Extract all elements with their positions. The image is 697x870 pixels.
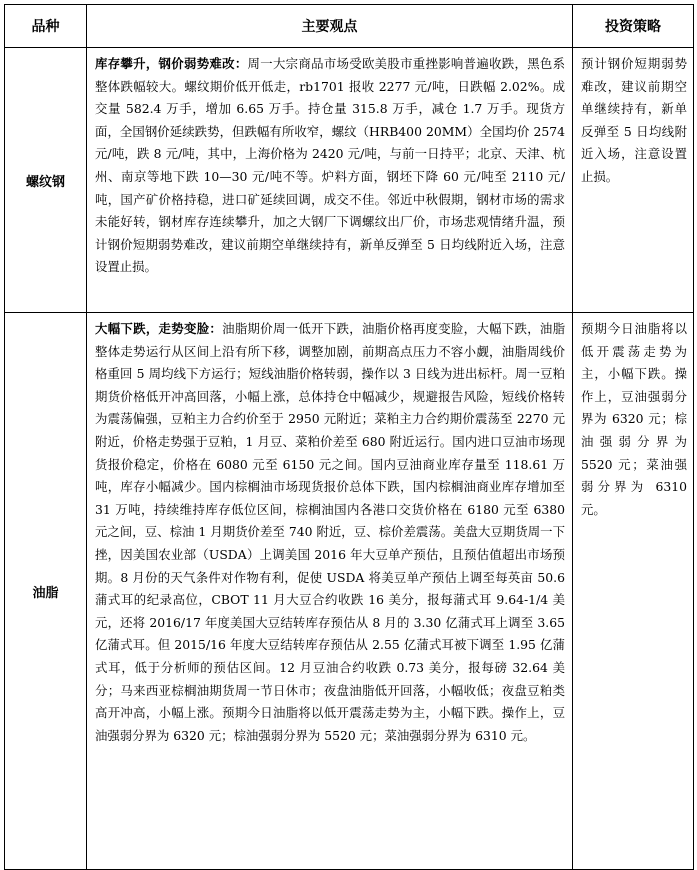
report-page <box>4 4 693 870</box>
header-main-view: 主要观点 <box>87 5 573 48</box>
variety-cell-rebar: 螺纹钢 <box>5 48 87 313</box>
market-view-table <box>4 4 694 870</box>
strategy-cell-oils: 预期今日油脂将以低开震荡走势为主，小幅下跌。操作上，豆油强弱分界为 6320 元；棕油强弱分界为 5520 元；菜油强弱分界为 6310 元。 <box>573 313 694 870</box>
strategy-cell-rebar: 预计钢价短期弱势难改，建议前期空单继续持有，新单反弹至 5 日均线附近入场，注意设置止损。 <box>573 48 694 313</box>
view-lead-oils: 大幅下跌，走势变脸： <box>95 321 223 336</box>
table-row-oils <box>5 313 694 870</box>
view-cell-oils <box>87 313 573 870</box>
view-body-rebar: 周一大宗商品市场受欧美股市重挫影响普遍收跌，黑色系整体跌幅较大。螺纹期价低开低走，rb1701 报收 2277 元/吨，日跌幅 2.02%。成交量 582.4 万手，增加 6.65 万手。持仓量 315.8 万手，减仓 1.7 万手。现货方面，全国钢价延续跌势，但跌幅有所收窄，螺纹（HRB400 20MM）全国均价 2574 元/吨，跌 8 元/吨，其中，上海价格为 2420 元/吨，与前一日持平；北京、天津、杭州、南京等地下跌 10—30 元/吨不等。炉料方面，钢坯下降 60 元/吨至 2110 元/吨，国产矿价格持稳，进口矿延续回调，成交不佳。邻近中秋假期，钢材市场的需求未能好转，钢材库存连续攀升，加之大钢厂下调螺纹出厂价，市场悲观情绪升温，预计钢价短期弱势难改，建议前期空单继续持有，新单反弹至 5 日均线附近入场，注意设置止损。 <box>95 56 566 275</box>
view-lead-rebar: 库存攀升，钢价弱势难改： <box>95 56 248 71</box>
view-cell-rebar <box>87 48 573 313</box>
variety-cell-oils: 油脂 <box>5 313 87 870</box>
header-strategy: 投资策略 <box>573 5 694 48</box>
header-variety: 品种 <box>5 5 87 48</box>
table-row-rebar <box>5 48 694 313</box>
view-body-oils: 油脂期价周一低开下跌，油脂价格再度变脸，大幅下跌，油脂整体走势运行从区间上沿有所下移，调整加剧，前期高点压力不容小觑，油脂周线价格重回 5 周均线下方运行；短线油脂价格转弱，操作以 3 日线为进出标杆。周一豆粕期货价格低开冲高回落，小幅上涨，总体持仓中幅减少，规避报告风险，短线价格转为震荡偏强，豆粕主力合约价至于 2950 元附近；菜粕主力合约期价震荡至 2270 元附近，价格走势强于豆粕，1 月豆、菜粕价差至 680 附近运行。国内进口豆油市场现货报价稳定，价格在 6080 元至 6150 元之间。国内豆油商业库存量至 118.61 万吨，库存小幅减少。国内棕榈油市场现货报价总体下跌，国内棕榈油商业库存增加至 31 万吨，持续维持库存低位区间，棕榈油国内各港口交货价格在 6180 元至 6380 元之间，豆、棕油 1 月期货价差至 740 附近，豆、棕价差震荡。美盘大豆期货周一下挫，因美国农业部（USDA）上调美国 2016 年大豆单产预估，且预估值超出市场预期。8 月份的天气条件对作物有利，促使 USDA 将美豆单产预估上调至每英亩 50.6 蒲式耳的纪录高位，CBOT 11 月大豆合约收跌 16 美分，报每蒲式耳 9.64-1/4 美元，还将 2016/17 年度美国大豆结转库存预估从 8 月的 3.30 亿蒲式耳上调至 3.65 亿蒲式耳。但 2015/16 年度大豆结转库存预估从 2.55 亿蒲式耳被下调至 1.95 亿蒲式耳，低于分析师的预估区间。12 月豆油合约收跌 0.73 美分，报每磅 32.64 美分；马来西亚棕榈油期货周一节日休市；夜盘油脂低开回落，小幅收低；夜盘豆粕类高开冲高，小幅上涨。预期今日油脂将以低开震荡走势为主，小幅下跌。操作上，豆油强弱分界为 6320 元；棕油强弱分界为 5520 元；菜油强弱分界为 6310 元。 <box>95 321 566 743</box>
table-header-row <box>5 5 694 48</box>
